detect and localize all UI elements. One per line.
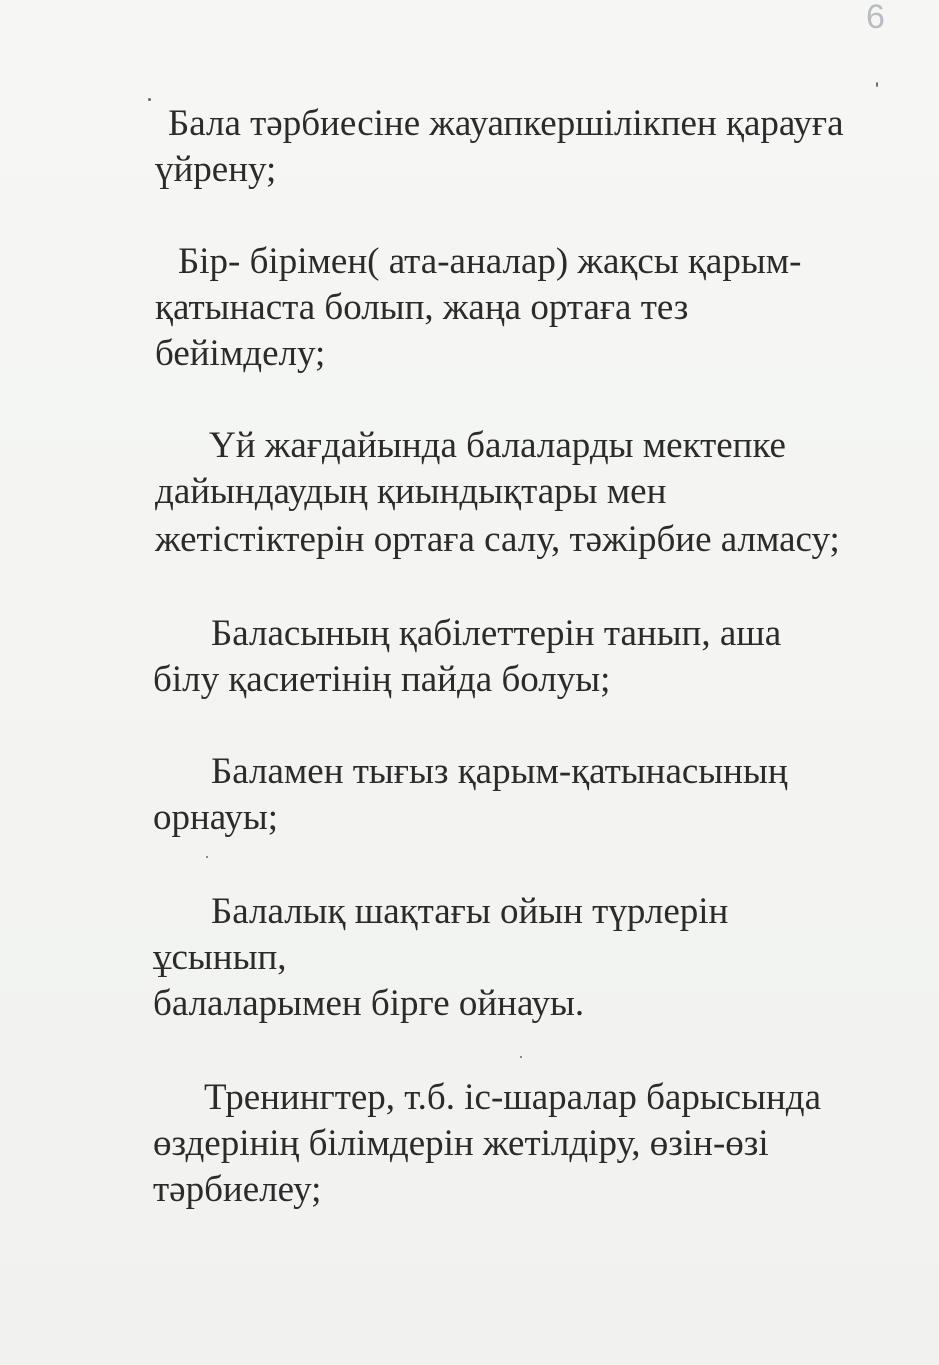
- paragraph-6-line-3: балаларымен бірге ойнауы.: [153, 983, 585, 1024]
- paragraph-2-line-2: қатынаста болып, жаңа ортаға тез: [155, 287, 689, 328]
- paragraph-7-line-2: өздерінің білімдерін жетілдіру, өзін-өзі: [153, 1123, 769, 1164]
- scan-speck: [520, 1056, 522, 1058]
- paragraph-3-line-1: Үй жағдайында балаларды мектепке: [209, 425, 786, 466]
- paragraph-6-line-1: Балалық шақтағы ойын түрлерін: [211, 891, 729, 932]
- paragraph-6-line-2: ұсынып,: [153, 937, 287, 978]
- paragraph-2-line-1: Бір- бірімен( ата-аналар) жақсы қарым-: [178, 241, 802, 282]
- paragraph-1-line-2: үйрену;: [155, 149, 277, 190]
- paragraph-5-line-1: Баламен тығыз қарым-қатынасының: [211, 751, 788, 792]
- paragraph-3-line-3: жетістіктерін ортаға салу, тәжірбие алмасу;: [155, 519, 840, 560]
- paragraph-7-line-1: Тренингтер, т.б. іс-шаралар барысында: [204, 1077, 822, 1118]
- paragraph-1-line-1: Бала тәрбиесіне жауапкершілікпен қарауға: [168, 103, 844, 144]
- paragraph-4-line-2: білу қасиетінің пайда болуы;: [153, 659, 611, 700]
- paragraph-4-line-1: Баласының қабілеттерін танып, аша: [211, 613, 782, 654]
- paragraph-3-line-2: дайындаудың қиындықтары мен: [155, 471, 667, 512]
- scan-speck: [206, 856, 208, 858]
- paragraph-2-line-3: бейімделу;: [155, 333, 326, 374]
- scan-speck: [148, 98, 151, 101]
- paragraph-5-line-2: орнауы;: [153, 797, 278, 838]
- scan-speck: [876, 82, 878, 87]
- page-number: 6: [866, 0, 885, 36]
- paragraph-7-line-3: тәрбиелеу;: [153, 1169, 322, 1210]
